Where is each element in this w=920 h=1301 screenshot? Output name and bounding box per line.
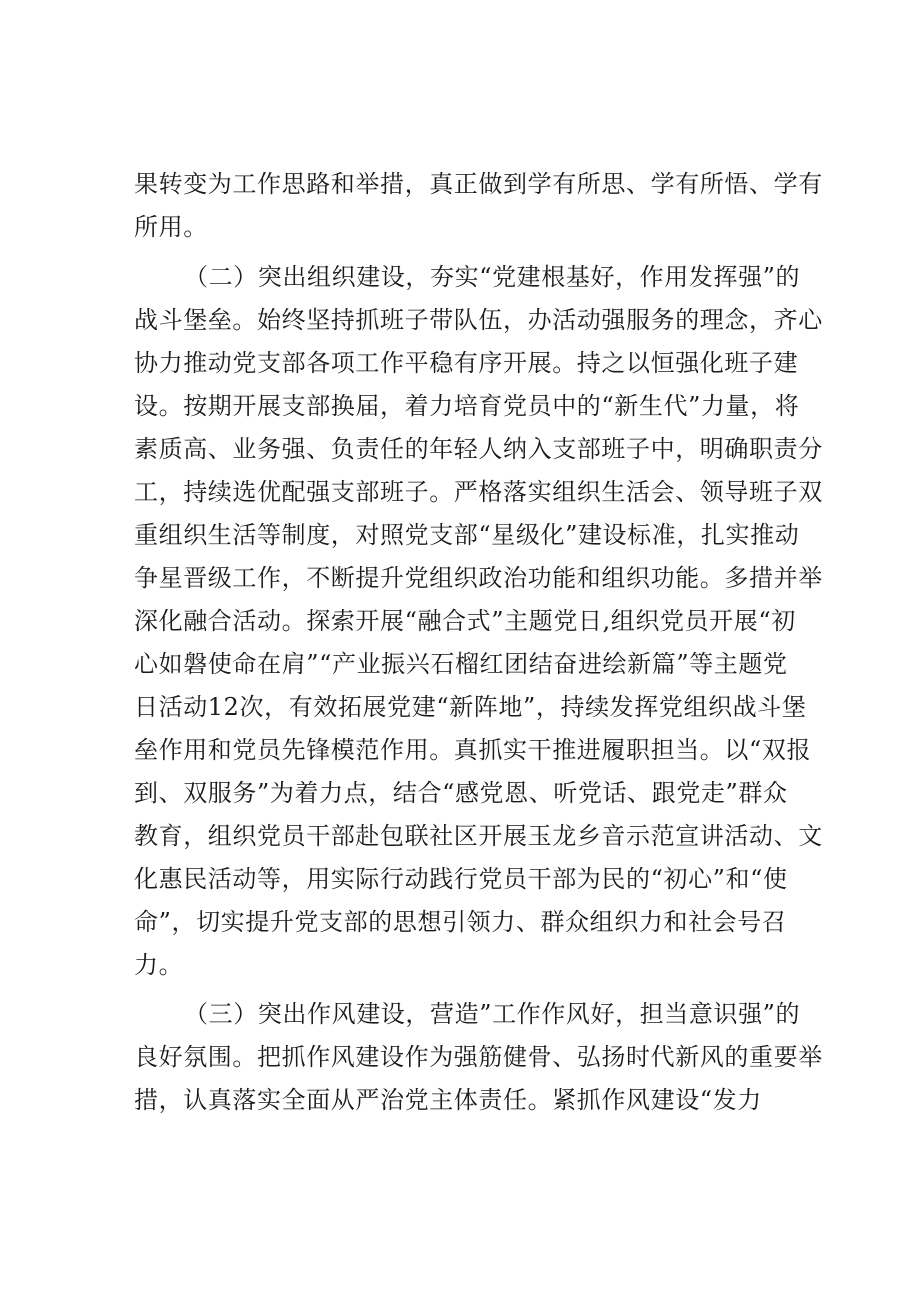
paragraph-2-line-7: 重组织生活等制度，对照党支部“星级化”建设标准，扎实推动 bbox=[134, 521, 800, 549]
paragraph-2-line-4: 设。按期开展支部换届，着力培育党员中的“新生代”力量，将 bbox=[134, 392, 800, 420]
paragraph-2-line-16: 命”，切实提升党支部的思想引领力、群众组织力和社会号召 bbox=[134, 908, 787, 936]
paragraph-2-line-14: 教育，组织党员干部赴包联社区开展玉龙乡音示范宣讲活动、文 bbox=[134, 822, 823, 850]
paragraph-2-line-15: 化惠民活动等，用实际行动践行党员干部为民的“初心”和“使 bbox=[134, 865, 788, 893]
paragraph-2-line-5: 素质高、业务强、负责任的年轻人纳入支部班子中，明确职责分 bbox=[134, 435, 823, 463]
paragraph-3-line-3: 措，认真落实全面从严治党主体责任。紧抓作风建设“发力 bbox=[134, 1086, 762, 1114]
paragraph-2-line-17: 力。 bbox=[134, 951, 184, 979]
paragraph-2-line-2: 战斗堡垒。始终坚持抓班子带队伍，办活动强服务的理念，齐心 bbox=[134, 306, 823, 334]
paragraph-2-line-9: 深化融合活动。探索开展“融合式”主题党日,组织党员开展“初 bbox=[134, 607, 796, 635]
paragraph-2-line-6: 工，持续选优配强支部班子。严格落实组织生活会、领导班子双 bbox=[134, 478, 823, 506]
paragraph-2-line-8: 争星晋级工作，不断提升党组织政治功能和组织功能。多措并举 bbox=[134, 564, 823, 592]
paragraph-2-line-13: 到、双服务”为着力点，结合“感党恩、听党话、跟党走”群众 bbox=[134, 779, 788, 807]
paragraph-2-line-1: （二）突出组织建设，夯实“党建根基好，作用发挥强”的 bbox=[184, 263, 801, 291]
paragraph-3-line-2: 良好氛围。把抓作风建设作为强筋健骨、弘扬时代新风的重要举 bbox=[134, 1043, 823, 1071]
paragraph-2-line-12: 垒作用和党员先锋模范作用。真抓实干推进履职担当。以“双报 bbox=[134, 736, 812, 764]
paragraph-2-line-3: 协力推动党支部各项工作平稳有序开展。持之以恒强化班子建 bbox=[134, 349, 799, 377]
paragraph-1-line-2: 所用。 bbox=[134, 213, 208, 241]
paragraph-3-line-1: （三）突出作风建设，营造”工作作风好，担当意识强”的 bbox=[184, 1000, 801, 1028]
paragraph-1-line-1: 果转变为工作思路和举措，真正做到学有所思、学有所悟、学有 bbox=[134, 170, 823, 198]
paragraph-2-line-10: 心如磐使命在肩”“产业振兴石榴红团结奋进绘新篇”等主题党 bbox=[134, 650, 788, 678]
paragraph-2-line-11: 日活动12次，有效拓展党建“新阵地”，持续发挥党组织战斗堡 bbox=[134, 693, 807, 721]
